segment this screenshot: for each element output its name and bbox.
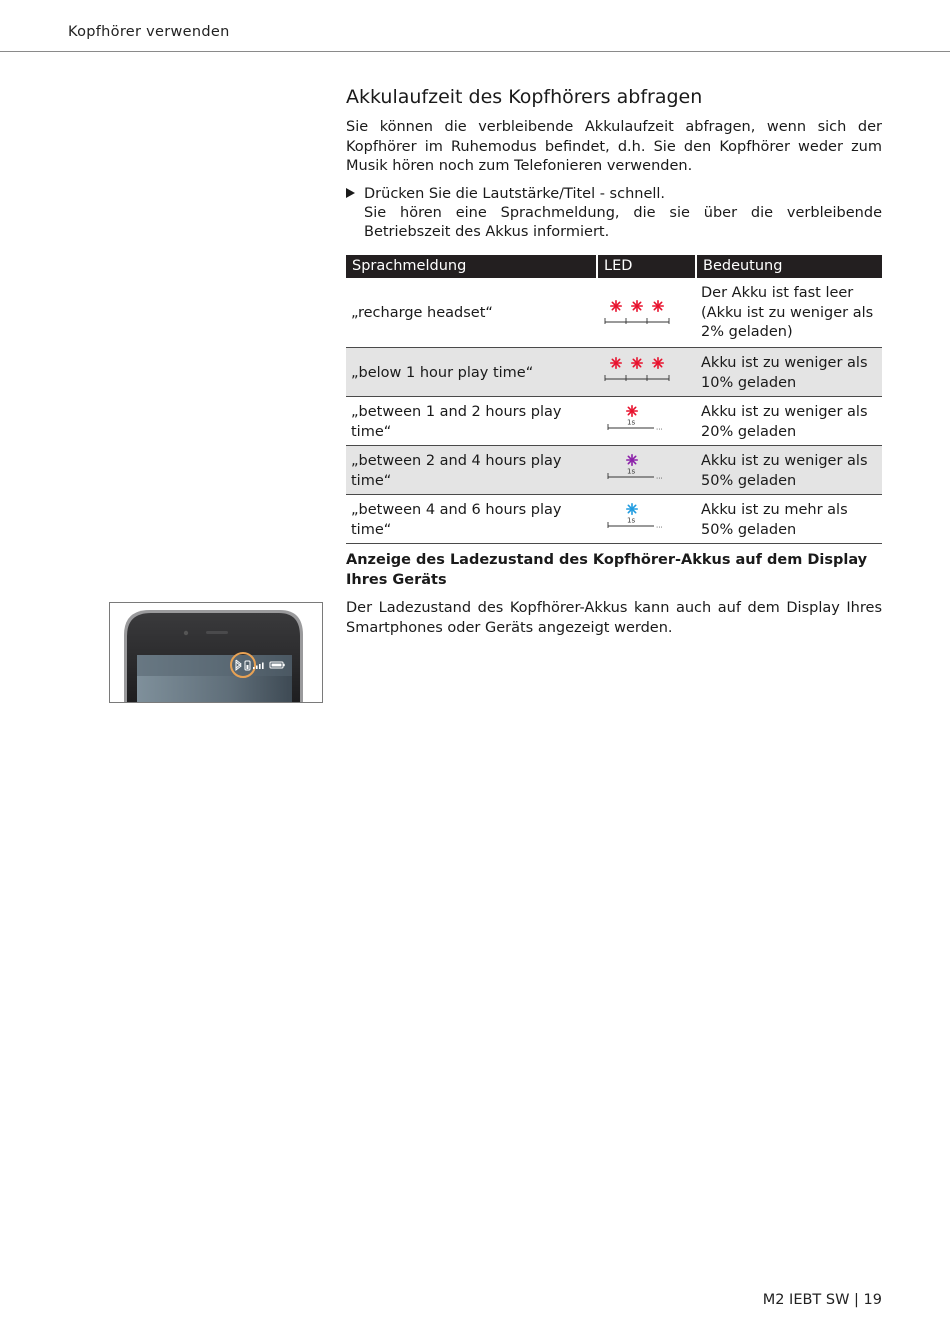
header-bedeutung: Bedeutung xyxy=(697,255,882,278)
row-message: „below 1 hour play time“ xyxy=(351,365,534,381)
row-meaning: Der Akku ist fast leer (Akku ist zu weniger als 2% geladen) xyxy=(701,285,874,340)
section-title: Akkulaufzeit des Kopfhörers abfragen xyxy=(346,86,703,108)
row-meaning: Akku ist zu weniger als 20% geladen xyxy=(701,404,868,440)
led-diagram xyxy=(602,451,682,491)
page-footer: M2 IEBT SW | 19 xyxy=(762,1292,882,1308)
led-indicator xyxy=(602,355,682,399)
led-flash-icon xyxy=(611,358,621,368)
header-led: LED xyxy=(598,255,695,278)
led-flash-icon xyxy=(653,301,663,311)
table-header xyxy=(346,255,882,278)
table-row xyxy=(346,495,882,544)
timeline-dots: ... xyxy=(656,423,663,432)
display-section-title: Anzeige des Ladezustand des Kopfhörer-Akkus auf dem Display Ihres Geräts xyxy=(346,552,868,588)
header-title: Kopfhörer verwenden xyxy=(68,24,230,40)
phone-status-bar-image xyxy=(110,603,322,702)
row-message: „recharge headset“ xyxy=(351,305,493,321)
led-time-label: 1s xyxy=(627,418,636,427)
table-row xyxy=(346,278,882,348)
row-meaning: Akku ist zu weniger als 10% geladen xyxy=(701,355,868,391)
led-flash-icon xyxy=(627,504,637,514)
led-indicator xyxy=(602,451,682,495)
led-diagram xyxy=(602,298,682,338)
led-indicator xyxy=(602,402,682,446)
led-flash-icon xyxy=(653,358,663,368)
led-flash-icon xyxy=(611,301,621,311)
led-flash-icon xyxy=(627,406,637,416)
row-message: „between 4 and 6 hours play time“ xyxy=(351,502,562,538)
led-time-label: 1s xyxy=(627,516,636,525)
led-diagram xyxy=(602,402,682,442)
header-divider xyxy=(0,51,950,52)
led-diagram xyxy=(602,355,682,395)
row-message: „between 2 and 4 hours play time“ xyxy=(351,453,562,489)
timeline-dots: ... xyxy=(656,472,663,481)
header-sprachmeldung: Sprachmeldung xyxy=(346,255,596,278)
row-meaning: Akku ist zu mehr als 50% geladen xyxy=(701,502,848,538)
step-arrow-icon xyxy=(346,188,355,198)
led-time-label: 1s xyxy=(627,467,636,476)
table-row xyxy=(346,348,882,397)
row-meaning: Akku ist zu weniger als 50% geladen xyxy=(701,453,868,489)
display-section-text: Der Ladezustand des Kopfhörer-Akkus kann auch auf dem Display Ihres Smartphones oder Geräts angezeigt werden. xyxy=(346,600,882,636)
led-indicator xyxy=(602,500,682,544)
row-message: „between 1 and 2 hours play time“ xyxy=(351,404,562,440)
led-flash-icon xyxy=(627,455,637,465)
step-text: Drücken Sie die Lautstärke/Titel - schnell. xyxy=(364,186,666,202)
led-flash-icon xyxy=(632,358,642,368)
step-result: Sie hören eine Sprachmeldung, die sie über die verbleibende Betriebszeit des Akkus informiert. xyxy=(364,205,882,240)
phone-illustration xyxy=(109,602,323,703)
led-flash-icon xyxy=(632,301,642,311)
intro-paragraph: Sie können die verbleibende Akkulaufzeit abfragen, wenn sich der Kopfhörer im Ruhemodus befindet, d.h. Sie den Kopfhörer weder zum Musik hören noch zum Telefonieren verwenden. xyxy=(346,119,882,174)
led-diagram xyxy=(602,500,682,540)
table-row xyxy=(346,446,882,495)
timeline-dots: ... xyxy=(656,521,663,530)
table-row xyxy=(346,397,882,446)
led-indicator xyxy=(602,298,682,342)
led-table xyxy=(346,255,882,544)
